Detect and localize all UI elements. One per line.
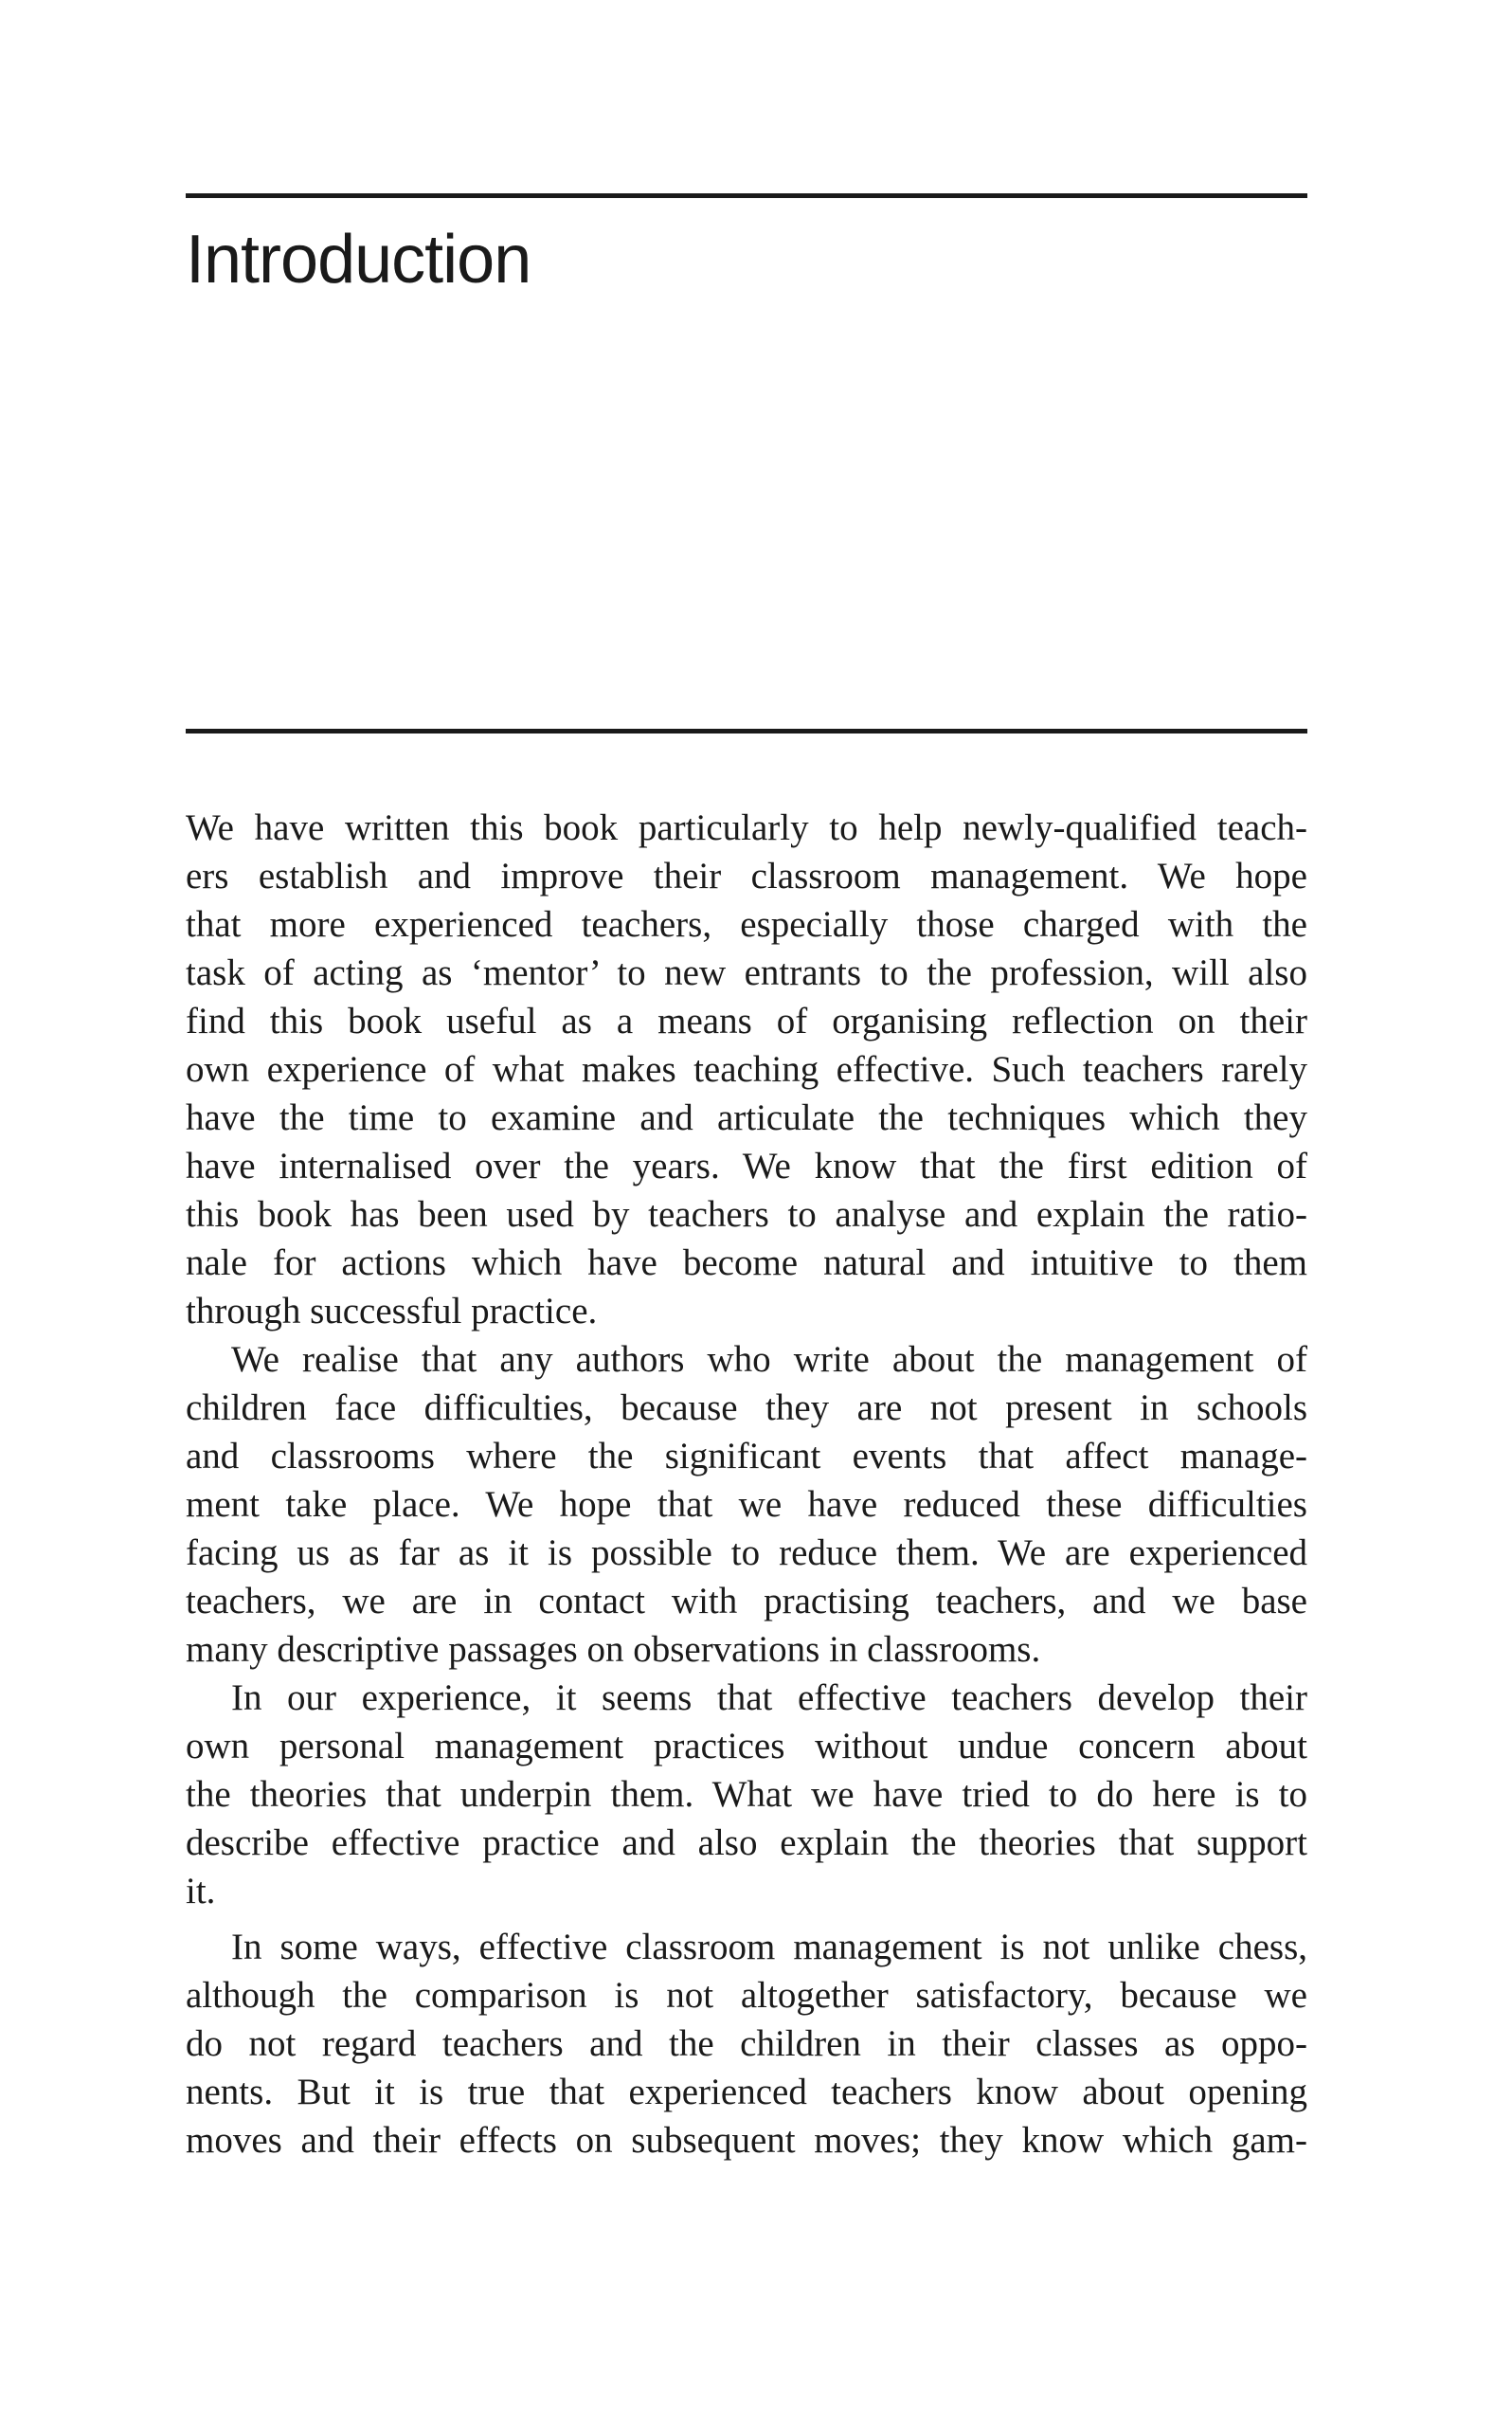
text-line: own personal management practices without undue concern about: [186, 1726, 1307, 1766]
paragraph-2: [186, 1335, 1307, 1674]
text-line: find this book useful as a means of organising reflection on their: [186, 1001, 1307, 1041]
text-line: do not regard teachers and the children in their classes as oppo-: [186, 2023, 1307, 2064]
text-line: that more experienced teachers, especially those charged with the: [186, 904, 1307, 945]
text-line: although the comparison is not altogether satisfactory, because we: [186, 1975, 1307, 2016]
text-line: own experience of what makes teaching effective. Such teachers rarely: [186, 1049, 1307, 1090]
text-line: many descriptive passages on observations in classrooms.: [186, 1629, 1041, 1670]
text-line: ers establish and improve their classroom management. We hope: [186, 856, 1307, 897]
text-line: describe effective practice and also explain the theories that support: [186, 1822, 1307, 1863]
text-line: through successful practice.: [186, 1291, 598, 1331]
body-text: [186, 804, 1307, 2164]
text-line: In our experience, it seems that effective teachers develop their: [231, 1677, 1307, 1718]
paragraph-4: [186, 1923, 1307, 2164]
text-line: it.: [186, 1871, 216, 1911]
text-line: teachers, we are in contact with practising teachers, and we base: [186, 1581, 1307, 1621]
text-line: and classrooms where the significant events that affect manage-: [186, 1436, 1307, 1476]
text-line: We realise that any authors who write about the management of: [231, 1339, 1307, 1380]
text-line: nale for actions which have become natural and intuitive to them: [186, 1242, 1307, 1283]
text-line: We have written this book particularly to help newly-qualified teach-: [186, 807, 1307, 848]
text-line: the theories that underpin them. What we have tried to do here is to: [186, 1774, 1307, 1815]
bottom-rule: [186, 729, 1307, 734]
text-line: have the time to examine and articulate the techniques which they: [186, 1097, 1307, 1138]
text-line: have internalised over the years. We know that the first edition of: [186, 1146, 1307, 1186]
chapter-title: Introduction: [186, 222, 531, 298]
text-line: facing us as far as it is possible to reduce them. We are experienced: [186, 1532, 1307, 1573]
text-line: nents. But it is true that experienced teachers know about opening: [186, 2072, 1307, 2112]
top-rule: [186, 193, 1307, 198]
text-line: task of acting as ‘mentor’ to new entrants to the profession, will also: [186, 952, 1307, 993]
text-line: ment take place. We hope that we have reduced these difficulties: [186, 1484, 1307, 1525]
paragraph-3: [186, 1674, 1307, 1915]
paragraph-1: [186, 804, 1307, 1335]
text-line: this book has been used by teachers to analyse and explain the ratio-: [186, 1194, 1307, 1235]
text-line: moves and their effects on subsequent moves; they know which gam-: [186, 2120, 1307, 2161]
text-line: children face difficulties, because they are not present in schools: [186, 1387, 1307, 1428]
text-line: In some ways, effective classroom management is not unlike chess,: [231, 1927, 1307, 1967]
